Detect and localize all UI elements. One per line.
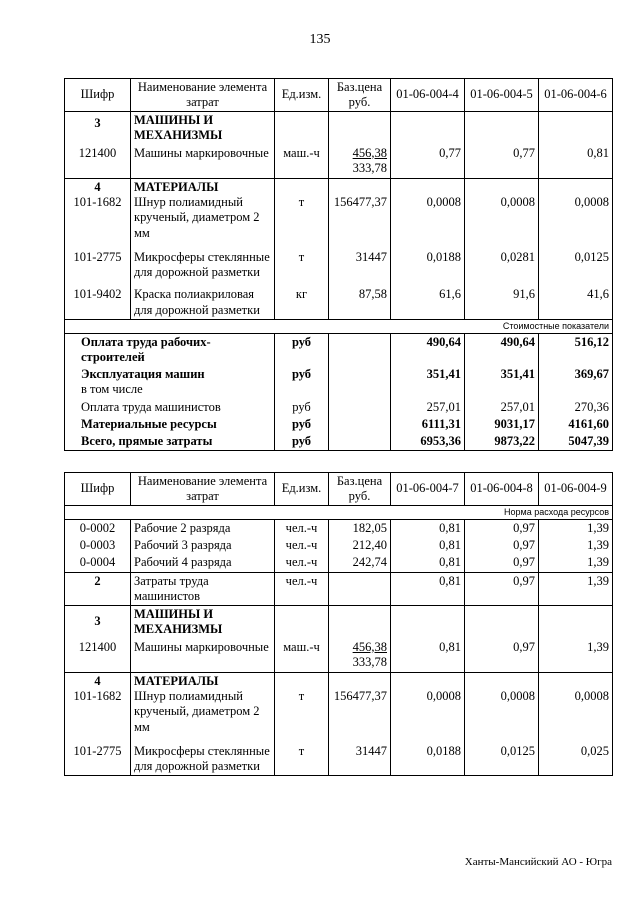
cost-name: Эксплуатация машин (81, 367, 205, 382)
row-unit: чел.-ч (275, 537, 329, 554)
row-price: 156477,37 (329, 178, 391, 242)
row-value: 0,0008 (539, 178, 613, 242)
section-number-text: 4 (94, 179, 101, 194)
header-code: Шифр (65, 473, 131, 506)
row-price: 31447 (329, 242, 391, 282)
cost-name-cell (65, 366, 275, 399)
cost-value: 257,01 (465, 399, 539, 416)
header-price: Баз.цена руб. (329, 79, 391, 112)
row-price: 242,74 (329, 554, 391, 572)
page-number: 135 (309, 32, 331, 47)
row-name: Машины маркировочные (131, 639, 275, 673)
row-price: 212,40 (329, 537, 391, 554)
row-unit: чел.-ч (275, 572, 329, 606)
row-unit: т (275, 178, 329, 242)
row-value: 1,39 (539, 537, 613, 554)
table-row (65, 145, 613, 179)
header-col-3: 01-06-004-6 (539, 79, 613, 112)
row-unit: кг (275, 281, 329, 319)
cost-unit: руб (275, 399, 329, 416)
cost-value: 4161,60 (539, 416, 613, 433)
header-col-2: 01-06-004-8 (465, 473, 539, 506)
row-value: 0,81 (391, 554, 465, 572)
table-row (65, 639, 613, 673)
row-unit: чел.-ч (275, 554, 329, 572)
row-name: Затраты труда машинистов (131, 572, 275, 606)
row-value: 1,39 (539, 639, 613, 673)
cost-value: 6953,36 (391, 433, 465, 451)
cost-row (65, 366, 613, 399)
cost-value: 9873,22 (465, 433, 539, 451)
table-header-row (65, 79, 613, 112)
cost-value: 270,36 (539, 399, 613, 416)
row-value: 0,0008 (465, 178, 539, 242)
row-code: 0-0004 (65, 554, 131, 572)
row-code: 2 (65, 572, 131, 606)
cost-value: 369,67 (539, 366, 613, 399)
cost-value: 9031,17 (465, 416, 539, 433)
row-value: 0,0008 (539, 672, 613, 736)
cost-value: 257,01 (391, 399, 465, 416)
cost-unit: руб (275, 433, 329, 451)
row-code: 101-2775 (65, 242, 131, 282)
row-value: 61,6 (391, 281, 465, 319)
section-title: МАШИНЫ И МЕХАНИЗМЫ (131, 112, 275, 145)
row-value: 0,0188 (391, 242, 465, 282)
table-row (65, 242, 613, 282)
header-col-1: 01-06-004-4 (391, 79, 465, 112)
row-value: 0,0125 (539, 242, 613, 282)
row-value: 0,0008 (465, 672, 539, 736)
row-unit: маш.-ч (275, 639, 329, 673)
cost-name: Материальные ресурсы (65, 416, 275, 433)
cost-value: 490,64 (465, 333, 539, 366)
row-value: 0,81 (391, 639, 465, 673)
row-value: 0,97 (465, 554, 539, 572)
row-value: 1,39 (539, 572, 613, 606)
row-value: 0,97 (465, 519, 539, 537)
row-value: 0,0125 (465, 736, 539, 776)
row-name: Машины маркировочные (131, 145, 275, 179)
row-name: Микросферы стеклянные для дорожной разметки (131, 736, 275, 776)
cost-sub: в том числе (81, 382, 143, 397)
row-code: 0-0003 (65, 537, 131, 554)
section-number (65, 178, 131, 242)
header-name: Наименование элемента затрат (131, 473, 275, 506)
price-bottom: 333,78 (352, 655, 387, 670)
row-value: 1,39 (539, 519, 613, 537)
header-unit: Ед.изм. (275, 473, 329, 506)
row-value: 0,77 (391, 145, 465, 179)
cost-row (65, 399, 613, 416)
cost-row (65, 416, 613, 433)
row-value: 0,81 (539, 145, 613, 179)
row-unit: т (275, 242, 329, 282)
section-row (65, 178, 613, 242)
row-unit: т (275, 736, 329, 776)
row-value: 0,025 (539, 736, 613, 776)
cost-unit: руб (275, 333, 329, 366)
row-unit: т (275, 672, 329, 736)
cost-name: Всего, прямые затраты (65, 433, 275, 451)
row-value: 0,97 (465, 639, 539, 673)
row-value: 0,0008 (391, 672, 465, 736)
norm-caption: Норма расхода ресурсов (65, 506, 613, 520)
section-title: МАТЕРИАЛЫ (134, 673, 219, 688)
row-value: 0,81 (391, 572, 465, 606)
section-row (65, 672, 613, 736)
caption-row (65, 506, 613, 520)
table-row (65, 537, 613, 554)
header-price: Баз.цена руб. (329, 473, 391, 506)
row-code: 121400 (65, 145, 131, 179)
row-code: 0-0002 (65, 519, 131, 537)
section-number: 3 (65, 112, 131, 145)
row-name: Рабочие 2 разряда (131, 519, 275, 537)
row-name-cell (131, 178, 275, 242)
section-number-text: 4 (94, 673, 101, 688)
table-row (65, 572, 613, 606)
table-row (65, 281, 613, 319)
row-code: 101-2775 (65, 736, 131, 776)
header-code: Шифр (65, 79, 131, 112)
row-price: 156477,37 (329, 672, 391, 736)
row-price (329, 639, 391, 673)
cost-name: Оплата труда машинистов (65, 399, 275, 416)
cost-row (65, 333, 613, 366)
cost-unit: руб (275, 366, 329, 399)
section-title: МАТЕРИАЛЫ (134, 179, 219, 194)
row-value: 1,39 (539, 554, 613, 572)
resource-table-2 (64, 472, 613, 776)
row-value: 0,81 (391, 519, 465, 537)
row-value: 0,97 (465, 572, 539, 606)
header-col-1: 01-06-004-7 (391, 473, 465, 506)
row-value: 0,0188 (391, 736, 465, 776)
section-row (65, 606, 613, 639)
row-name: Рабочий 4 разряда (131, 554, 275, 572)
caption-row (65, 319, 613, 333)
row-price: 87,58 (329, 281, 391, 319)
table-row (65, 519, 613, 537)
row-name-cell (131, 672, 275, 736)
row-name: Шнур полиамидный крученый, диаметром 2 мм (134, 195, 260, 240)
cost-unit: руб (275, 416, 329, 433)
cost-caption: Стоимостные показатели (65, 319, 613, 333)
row-code: 101-1682 (73, 689, 122, 704)
row-code: 101-1682 (73, 195, 122, 209)
price-top: 456,38 (352, 639, 387, 654)
price-top: 456,38 (352, 145, 387, 160)
row-unit: маш.-ч (275, 145, 329, 179)
row-name: Рабочий 3 разряда (131, 537, 275, 554)
cost-value: 5047,39 (539, 433, 613, 451)
cost-row (65, 433, 613, 451)
row-value: 0,77 (465, 145, 539, 179)
section-number (65, 672, 131, 736)
table-row (65, 736, 613, 776)
row-name: Микросферы стеклянные для дорожной разметки (131, 242, 275, 282)
table-header-row (65, 473, 613, 506)
row-name: Шнур полиамидный крученый, диаметром 2 мм (134, 689, 260, 734)
price-bottom: 333,78 (352, 161, 387, 176)
header-col-3: 01-06-004-9 (539, 473, 613, 506)
section-row (65, 112, 613, 145)
row-name: Краска полиакриловая для дорожной разметки (131, 281, 275, 319)
resource-table-1 (64, 78, 613, 451)
section-title: МАШИНЫ И МЕХАНИЗМЫ (131, 606, 275, 639)
row-price (329, 145, 391, 179)
row-value: 0,97 (465, 537, 539, 554)
cost-value: 351,41 (465, 366, 539, 399)
row-value: 0,0008 (391, 178, 465, 242)
row-unit: чел.-ч (275, 519, 329, 537)
row-price: 31447 (329, 736, 391, 776)
cost-value: 516,12 (539, 333, 613, 366)
header-name: Наименование элемента затрат (131, 79, 275, 112)
cost-value: 6111,31 (391, 416, 465, 433)
row-value: 91,6 (465, 281, 539, 319)
row-code: 101-9402 (65, 281, 131, 319)
header-col-2: 01-06-004-5 (465, 79, 539, 112)
section-number: 3 (65, 606, 131, 639)
footer-region: Ханты-Мансийский АО - Югра (464, 856, 612, 868)
row-value: 41,6 (539, 281, 613, 319)
header-unit: Ед.изм. (275, 79, 329, 112)
cost-value: 490,64 (391, 333, 465, 366)
cost-value: 351,41 (391, 366, 465, 399)
row-value: 0,81 (391, 537, 465, 554)
row-value: 0,0281 (465, 242, 539, 282)
row-price: 182,05 (329, 519, 391, 537)
cost-name: Оплата труда рабочих-строителей (65, 333, 275, 366)
row-code: 121400 (65, 639, 131, 673)
table-row (65, 554, 613, 572)
